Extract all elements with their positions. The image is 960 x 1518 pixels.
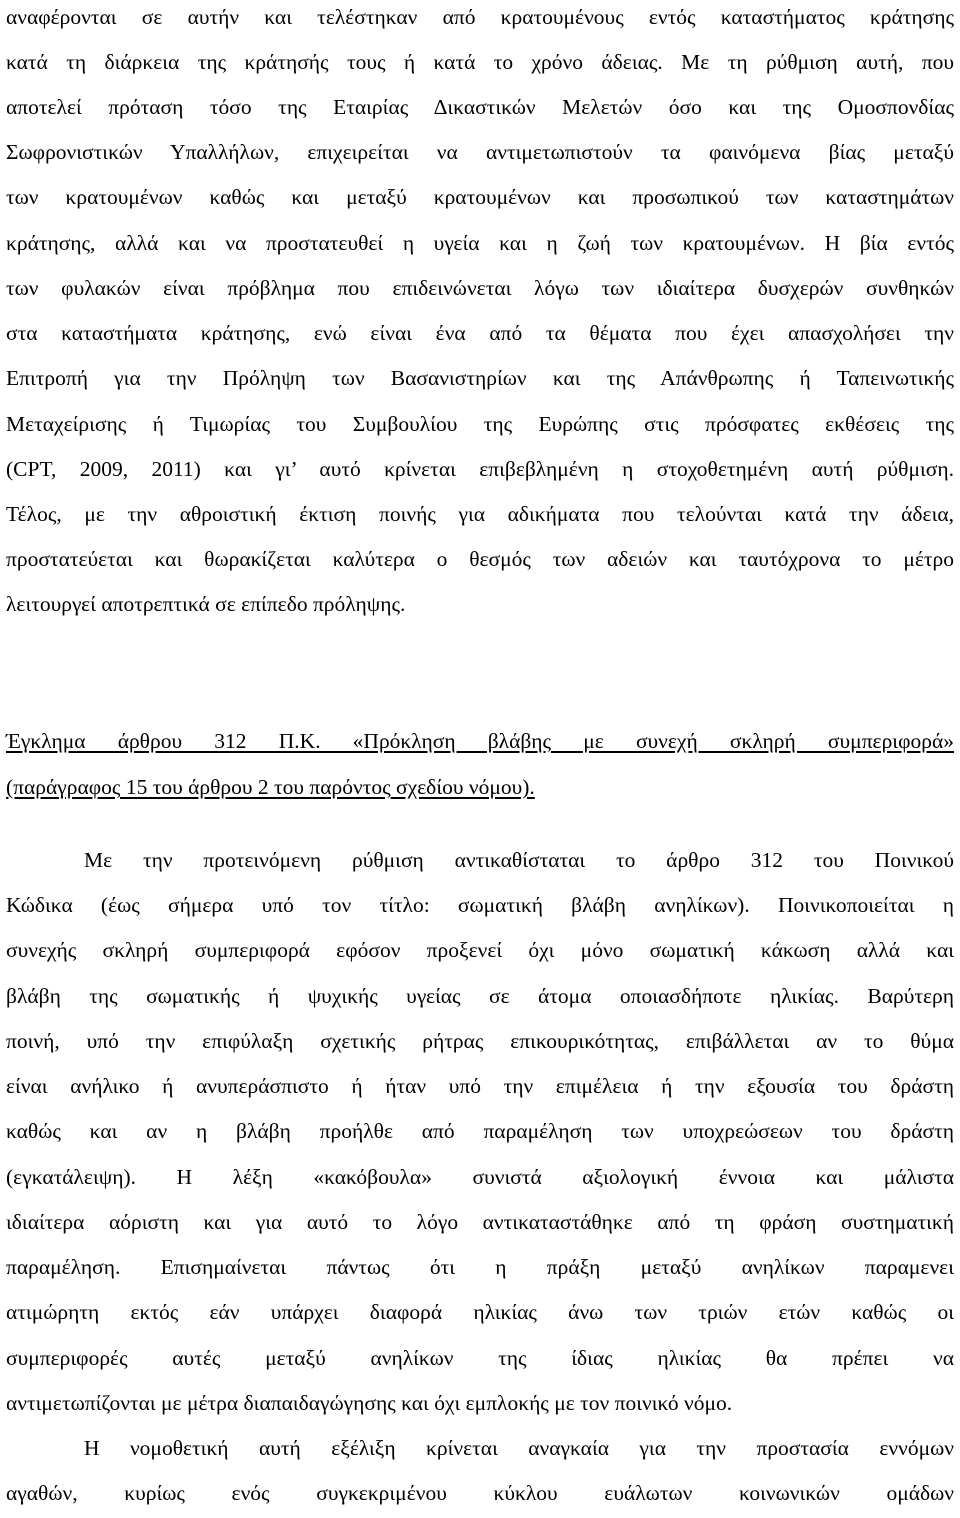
text-line: Τέλος, με την αθροιστική έκτιση ποινής για αδικήματα που τελούνται κατά την άδεια, [6,502,954,526]
text-line: αντιμετωπίζονται με μέτρα διαπαιδαγώγησης και όχι εμπλοκής με τον ποινικό νόμο. [6,1391,733,1415]
text-line: λειτουργεί αποτρεπτικά σε επίπεδο πρόληψης. [6,592,406,616]
text-line: (εγκατάλειψη). Η λέξη «κακόβουλα» συνιστά αξιολογική έννοια και μάλιστα [6,1165,954,1189]
text-line: Με την προτεινόμενη ρύθμιση αντικαθίσταται το άρθρο 312 του Ποινικού [84,848,954,872]
text-line: (CPT, 2009, 2011) και γι’ αυτό κρίνεται επιβεβλημένη η στοχοθετημένη αυτή ρύθμιση. [6,457,954,481]
text-line: κράτησης, αλλά και να προστατευθεί η υγεία και η ζωή των κρατουμένων. Η βία εντός [6,231,954,255]
text-line: αγαθών, κυρίως ενός συγκεκριμένου κύκλου ευάλωτων κοινωνικών ομάδων [6,1481,954,1505]
text-line: προστατεύεται και θωρακίζεται καλύτερα ο θεσμός των αδειών και ταυτόχρονα το μέτρο [6,547,954,571]
text-line: καθώς και αν η βλάβη προήλθε από παραμέληση των υποχρεώσεων του δράστη [6,1119,954,1143]
text-line: είναι ανήλικο ή ανυπεράσπιστο ή ήταν υπό την επιμέλεια ή την εξουσία του δράστη [6,1074,954,1098]
heading-line: Έγκλημα άρθρου 312 Π.Κ. «Πρόκληση βλάβης με συνεχή σκληρή συμπεριφορά» [6,729,954,753]
text-line: στα καταστήματα κράτησης, ενώ είναι ένα από τα θέματα που έχει απασχολήσει την [6,321,954,345]
text-line: παραμέληση. Επισημαίνεται πάντως ότι η πράξη μεταξύ ανηλίκων παραμενει [6,1255,954,1279]
text-line: συμπεριφορές αυτές μεταξύ ανηλίκων της ίδιας ηλικίας θα πρέπει να [6,1346,954,1370]
text-line: Η νομοθετική αυτή εξέλιξη κρίνεται αναγκαία για την προστασία εννόμων [84,1436,954,1460]
text-line: ιδιαίτερα αόριστη και για αυτό το λόγο αντικαταστάθηκε από τη φράση συστηματική [6,1210,954,1234]
text-line: των φυλακών είναι πρόβλημα που επιδεινώνεται λόγω των ιδιαίτερα δυσχερών συνθηκών [6,276,954,300]
text-line: συνεχής σκληρή συμπεριφορά εφόσον προξενεί όχι μόνο σωματική κάκωση αλλά και [6,938,954,962]
text-line: ατιμώρητη εκτός εάν υπάρχει διαφορά ηλικίας άνω των τριών ετών καθώς οι [6,1300,954,1324]
text-line: κατά τη διάρκεια της κράτησής τους ή κατά το χρόνο άδειας. Με τη ρύθμιση αυτή, που [6,50,954,74]
text-line: ποινή, υπό την επιφύλαξη σχετικής ρήτρας επικουρικότητας, επιβάλλεται αν το θύμα [6,1029,954,1053]
text-line: Σωφρονιστικών Υπαλλήλων, επιχειρείται να αντιμετωπιστούν τα φαινόμενα βίας μεταξύ [6,140,954,164]
text-line: των κρατουμένων καθώς και μεταξύ κρατουμένων και προσωπικού των καταστημάτων [6,185,954,209]
heading-line: (παράγραφος 15 του άρθρου 2 του παρόντος σχεδίου νόμου). [6,775,535,799]
text-line: αναφέρονται σε αυτήν και τελέστηκαν από κρατουμένους εντός καταστήματος κράτησης [6,5,954,29]
text-line: βλάβη της σωματικής ή ψυχικής υγείας σε άτομα οποιασδήποτε ηλικίας. Βαρύτερη [6,984,954,1008]
text-line: αποτελεί πρόταση τόσο της Εταιρίας Δικαστικών Μελετών όσο και της Ομοσπονδίας [6,95,954,119]
text-line: Κώδικα (έως σήμερα υπό τον τίτλο: σωματική βλάβη ανηλίκων). Ποινικοποιείται η [6,893,954,917]
text-line: Μεταχείρισης ή Τιμωρίας του Συμβουλίου της Ευρώπης στις πρόσφατες εκθέσεις της [6,412,954,436]
text-line: Επιτροπή για την Πρόληψη των Βασανιστηρίων και της Απάνθρωπης ή Ταπεινωτικής [6,366,954,390]
